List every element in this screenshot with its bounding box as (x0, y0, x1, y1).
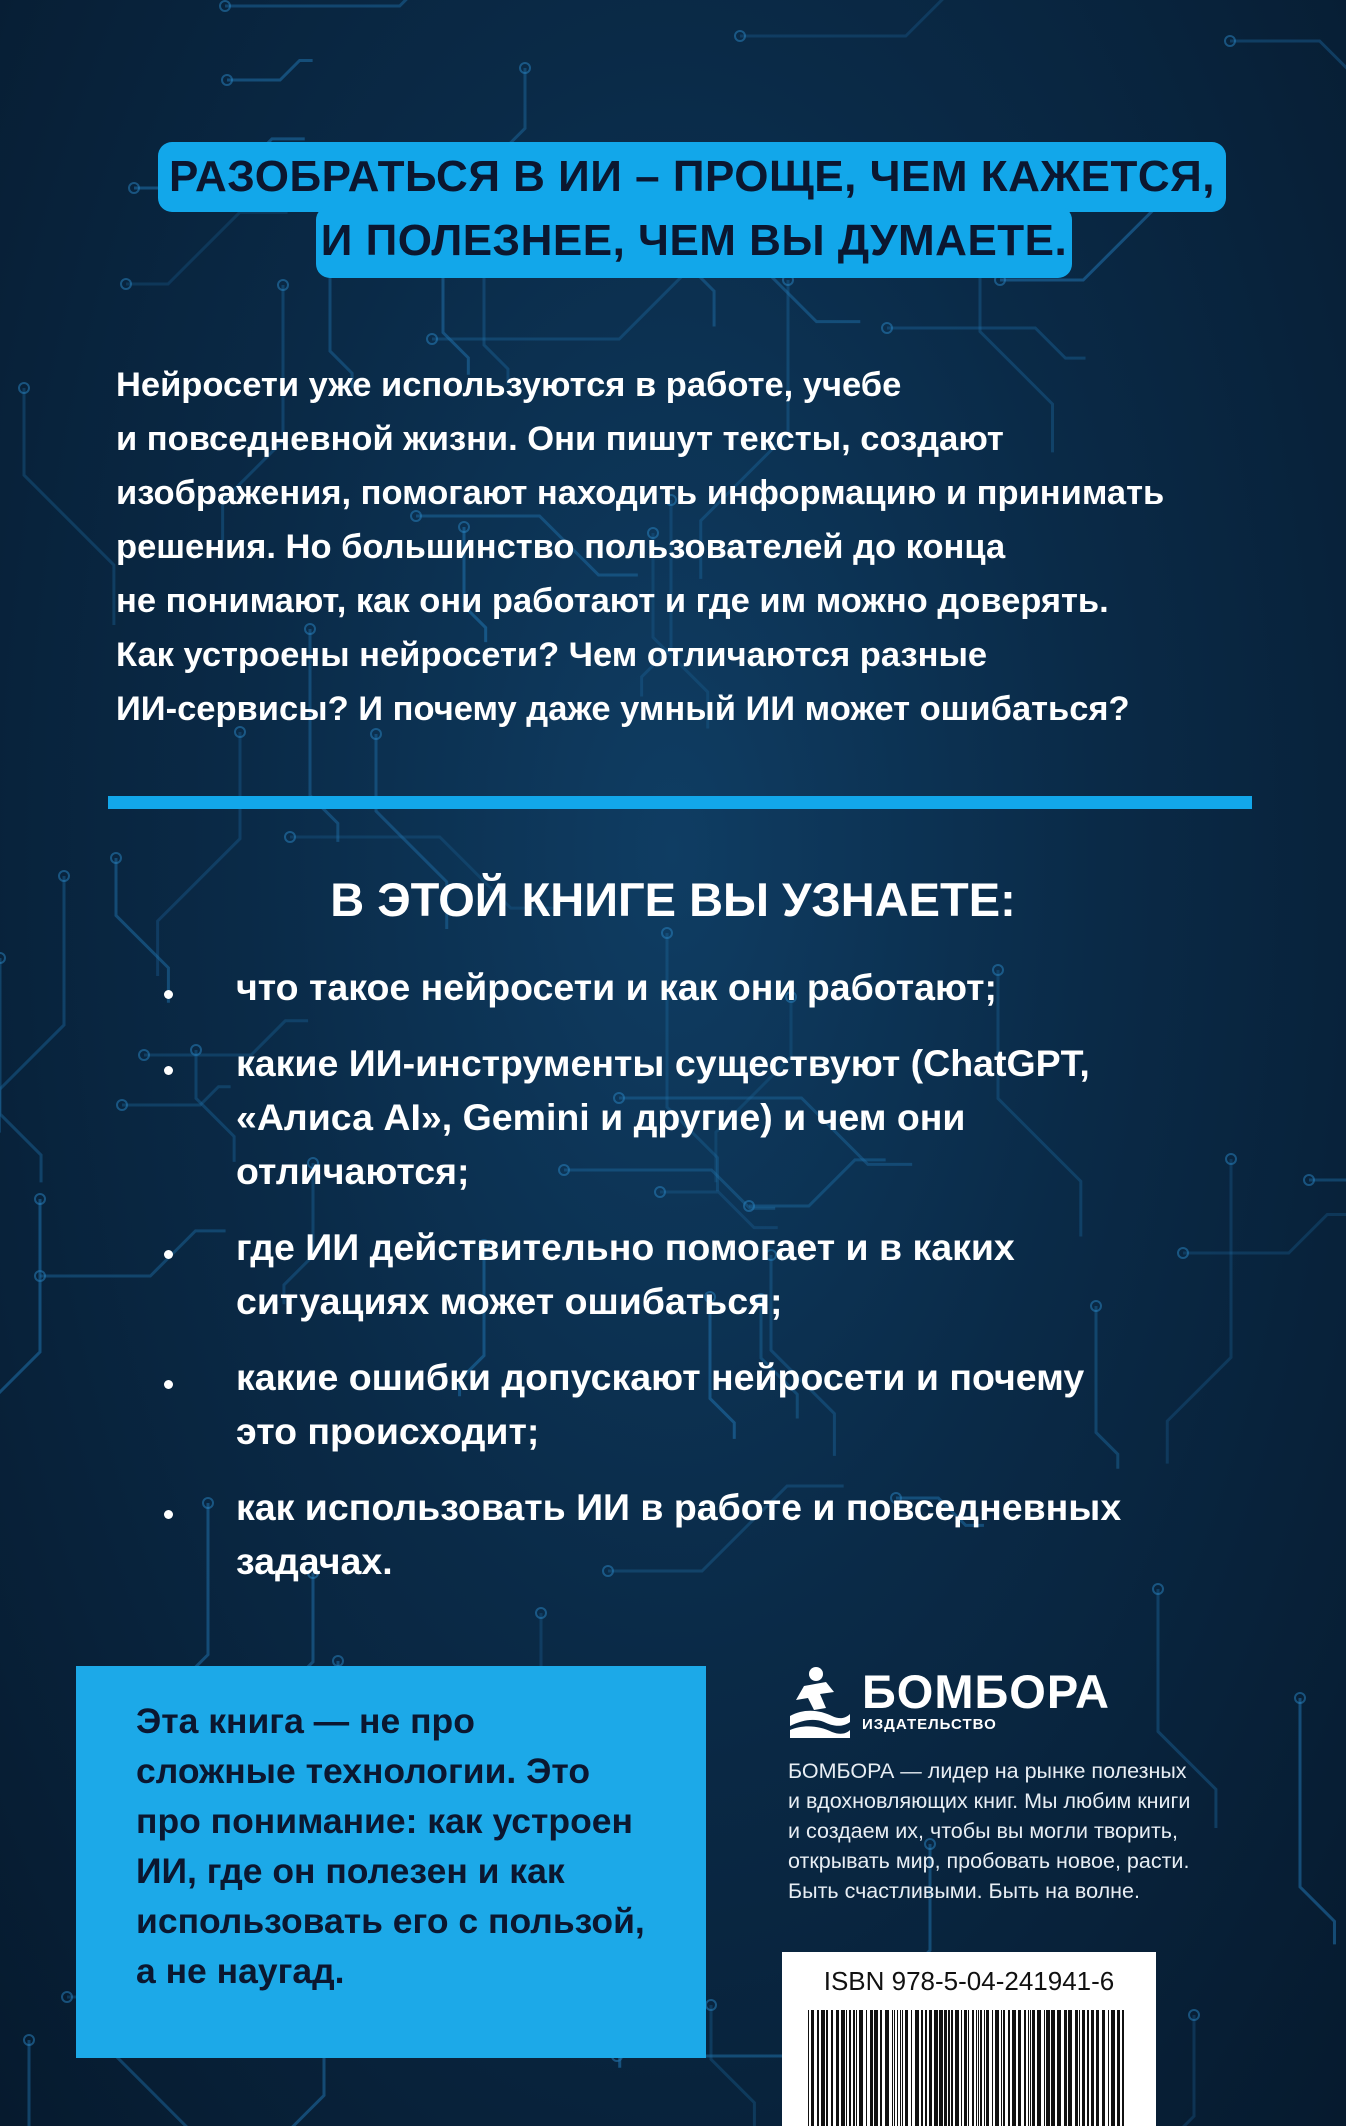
barcode-bar (1044, 2010, 1045, 2126)
barcode-bar (870, 2010, 873, 2126)
barcode-bar (1008, 2010, 1010, 2126)
barcode-bar (849, 2010, 851, 2126)
learn-heading: В ЭТОЙ КНИГЕ ВЫ УЗНАЕТЕ: (330, 873, 1016, 926)
barcode-bar (905, 2010, 908, 2126)
barcode-bar (1075, 2010, 1078, 2126)
barcode-bar (1028, 2010, 1029, 2126)
circuit-trace (225, 0, 549, 6)
bullet-icon (164, 1066, 173, 1075)
barcode-bar (1003, 2010, 1005, 2126)
publisher-line: БОМБОРА — лидер на рынке полезных (788, 1759, 1187, 1783)
barcode-bar (1024, 2010, 1026, 2126)
note-line: а не наугад. (136, 1951, 345, 1991)
barcode-bar (811, 2010, 814, 2126)
barcode-bar (836, 2010, 839, 2126)
list-item-line: отличаются; (236, 1150, 470, 1192)
barcode-bar (976, 2010, 977, 2126)
barcode-bar (968, 2010, 969, 2126)
barcode-bar (984, 2010, 985, 2126)
wave-surfer-icon (786, 1664, 852, 1740)
barcode-panel (782, 1952, 1156, 2126)
barcode-bar (1057, 2010, 1061, 2126)
list-item-text (236, 1480, 1286, 1588)
circuit-trace (887, 328, 1086, 358)
bullet-icon (164, 1510, 173, 1519)
list-item-line: как использовать ИИ в работе и повседневных (236, 1486, 1122, 1528)
barcode-bar (1091, 2010, 1094, 2126)
barcode-bar (866, 2010, 867, 2126)
barcode-bar (1018, 2010, 1021, 2126)
barcode-bar (1064, 2010, 1067, 2126)
barcode-bar (1096, 2010, 1099, 2126)
circuit-trace (29, 2040, 50, 2126)
barcode-icon (808, 2010, 1128, 2126)
note-line: про понимание: как устроен (136, 1801, 633, 1841)
barcode-bar (944, 2010, 947, 2126)
barcode-bar (1046, 2010, 1050, 2126)
note-line: ИИ, где он полезен и как (136, 1851, 565, 1891)
barcode-bar (961, 2010, 962, 2126)
bullet-icon (164, 1250, 173, 1259)
barcode-bar (934, 2010, 938, 2126)
section-divider (108, 796, 1252, 809)
intro-line: и повседневной жизни. Они пишут тексты, создают (116, 420, 1004, 458)
circuit-trace (24, 388, 114, 625)
barcode-bar (1111, 2010, 1115, 2126)
barcode-bar (955, 2010, 959, 2126)
barcode-bar (894, 2010, 895, 2126)
list-item-text (236, 1220, 1286, 1328)
bullet-icon (164, 1380, 173, 1389)
circuit-trace (40, 1231, 226, 1276)
circuit-trace (432, 276, 724, 339)
intro-line: ИИ-сервисы? И почему даже умный ИИ может ошибаться? (116, 690, 1130, 728)
barcode-bar (1087, 2010, 1089, 2126)
list-item-line: какие ошибки допускают нейросети и почему (236, 1356, 1085, 1398)
list-item-line: это происходит; (236, 1410, 540, 1452)
barcode-bar (964, 2010, 967, 2126)
barcode-bar (841, 2010, 845, 2126)
barcode-bar (995, 2010, 999, 2126)
barcode-bar (817, 2010, 819, 2126)
barcode-bar (1102, 2010, 1105, 2126)
barcode-bar (921, 2010, 923, 2126)
publisher-line: и создаем их, чтобы вы могли творить, (788, 1819, 1178, 1843)
barcode-bar (978, 2010, 979, 2126)
circuit-trace (1300, 1698, 1334, 1944)
publisher-line: открывать мир, пробовать новое, расти. (788, 1849, 1190, 1873)
barcode-bar (951, 2010, 953, 2126)
circuit-trace (1230, 41, 1346, 103)
headline-line-1: РАЗОБРАТЬСЯ В ИИ – ПРОЩЕ, ЧЕМ КАЖЕТСЯ, (158, 142, 1226, 212)
barcode-bar (1032, 2010, 1035, 2126)
barcode-bar (897, 2010, 898, 2126)
barcode-bar (808, 2010, 809, 2126)
barcode-bar (880, 2010, 882, 2126)
barcode-bar (874, 2010, 878, 2126)
circuit-trace (1309, 1134, 1346, 1180)
publisher-name: БОМБОРА (862, 1665, 1110, 1718)
barcode-bar (939, 2010, 943, 2126)
barcode-bar (1122, 2010, 1124, 2126)
barcode-bar (831, 2010, 833, 2126)
circuit-trace (740, 0, 987, 36)
barcode-bar (900, 2010, 901, 2126)
barcode-bar (948, 2010, 950, 2126)
headline-line-2: И ПОЛЕЗНЕЕ, ЧЕМ ВЫ ДУМАЕТЕ. (316, 206, 1072, 278)
barcode-bar (846, 2010, 847, 2126)
barcode-bar (992, 2010, 993, 2126)
list-item-line: «Алиса AI», Gemini и другие) и чем они (236, 1096, 966, 1138)
intro-line: изображения, помогают находить информацию и принимать (116, 474, 1165, 512)
list-item-line: где ИИ действительно помогает и в каких (236, 1226, 1015, 1268)
note-line: Эта книга — не про (136, 1701, 475, 1741)
barcode-bar (1117, 2010, 1120, 2126)
publisher-line: и вдохновляющих книг. Мы любим книги (788, 1789, 1191, 1813)
intro-line: решения. Но большинство пользователей до конца (116, 528, 1006, 566)
barcode-bar (911, 2010, 912, 2126)
isbn-label: ISBN 978-5-04-241941-6 (823, 1966, 1115, 1996)
circuit-trace (158, 732, 240, 976)
note-line: использовать его с пользой, (136, 1901, 645, 1941)
barcode-bar (1030, 2010, 1031, 2126)
barcode-bar (853, 2010, 855, 2126)
list-item-line: что такое нейросети и как они работают; (236, 966, 997, 1008)
circuit-trace (122, 1087, 231, 1105)
barcode-bar (1108, 2010, 1109, 2126)
list-item-line: какие ИИ-инструменты существуют (ChatGPT, (236, 1042, 1090, 1084)
barcode-bar (902, 2010, 903, 2126)
note-box (76, 1666, 706, 2058)
barcode-bar (929, 2010, 932, 2126)
circuit-trace (0, 1199, 40, 1465)
barcode-bar (821, 2010, 825, 2126)
barcode-bar (1068, 2010, 1072, 2126)
barcode-bar (1001, 2010, 1002, 2126)
intro-line: не понимают, как они работают и где им можно доверять. (116, 582, 1109, 620)
barcode-bar (1082, 2010, 1085, 2126)
intro-line: Нейросети уже используются в работе, учебе (116, 366, 902, 404)
barcode-bar (1012, 2010, 1016, 2126)
barcode-bar (856, 2010, 857, 2126)
barcode-bar (826, 2010, 828, 2126)
circuit-trace (126, 212, 288, 284)
list-item-line: задачах. (236, 1540, 393, 1582)
intro-paragraph (116, 358, 1266, 736)
barcode-bar (1079, 2010, 1080, 2126)
barcode-bar (980, 2010, 982, 2126)
barcode-bar (892, 2010, 893, 2126)
intro-line: Как устроены нейросети? Чем отличаются разные (116, 636, 988, 674)
barcode-bar (1051, 2010, 1055, 2126)
barcode-bar (885, 2010, 889, 2126)
barcode-bar (986, 2010, 989, 2126)
circuit-trace (227, 60, 313, 80)
bullet-icon (164, 990, 173, 999)
barcode-bar (915, 2010, 919, 2126)
note-line: сложные технологии. Это (136, 1751, 591, 1791)
barcode-bar (1037, 2010, 1041, 2126)
publisher-line: Быть счастливыми. Быть на волне. (788, 1879, 1140, 1903)
list-item-text (236, 1350, 1286, 1458)
publisher-subtitle: ИЗДАТЕЛЬСТВО (862, 1716, 997, 1733)
list-item-text (236, 1036, 1286, 1198)
publisher-logo (786, 1664, 1110, 1740)
circuit-trace (196, 1050, 234, 1162)
barcode-bar (972, 2010, 974, 2126)
note-text (136, 1696, 645, 1996)
barcode-bar (859, 2010, 863, 2126)
publisher-description (788, 1756, 1258, 1906)
list-item-text (236, 960, 1286, 1014)
list-item-line: ситуациях может ошибаться; (236, 1280, 783, 1322)
circuit-trace (711, 2005, 754, 2126)
barcode-bar (925, 2010, 927, 2126)
